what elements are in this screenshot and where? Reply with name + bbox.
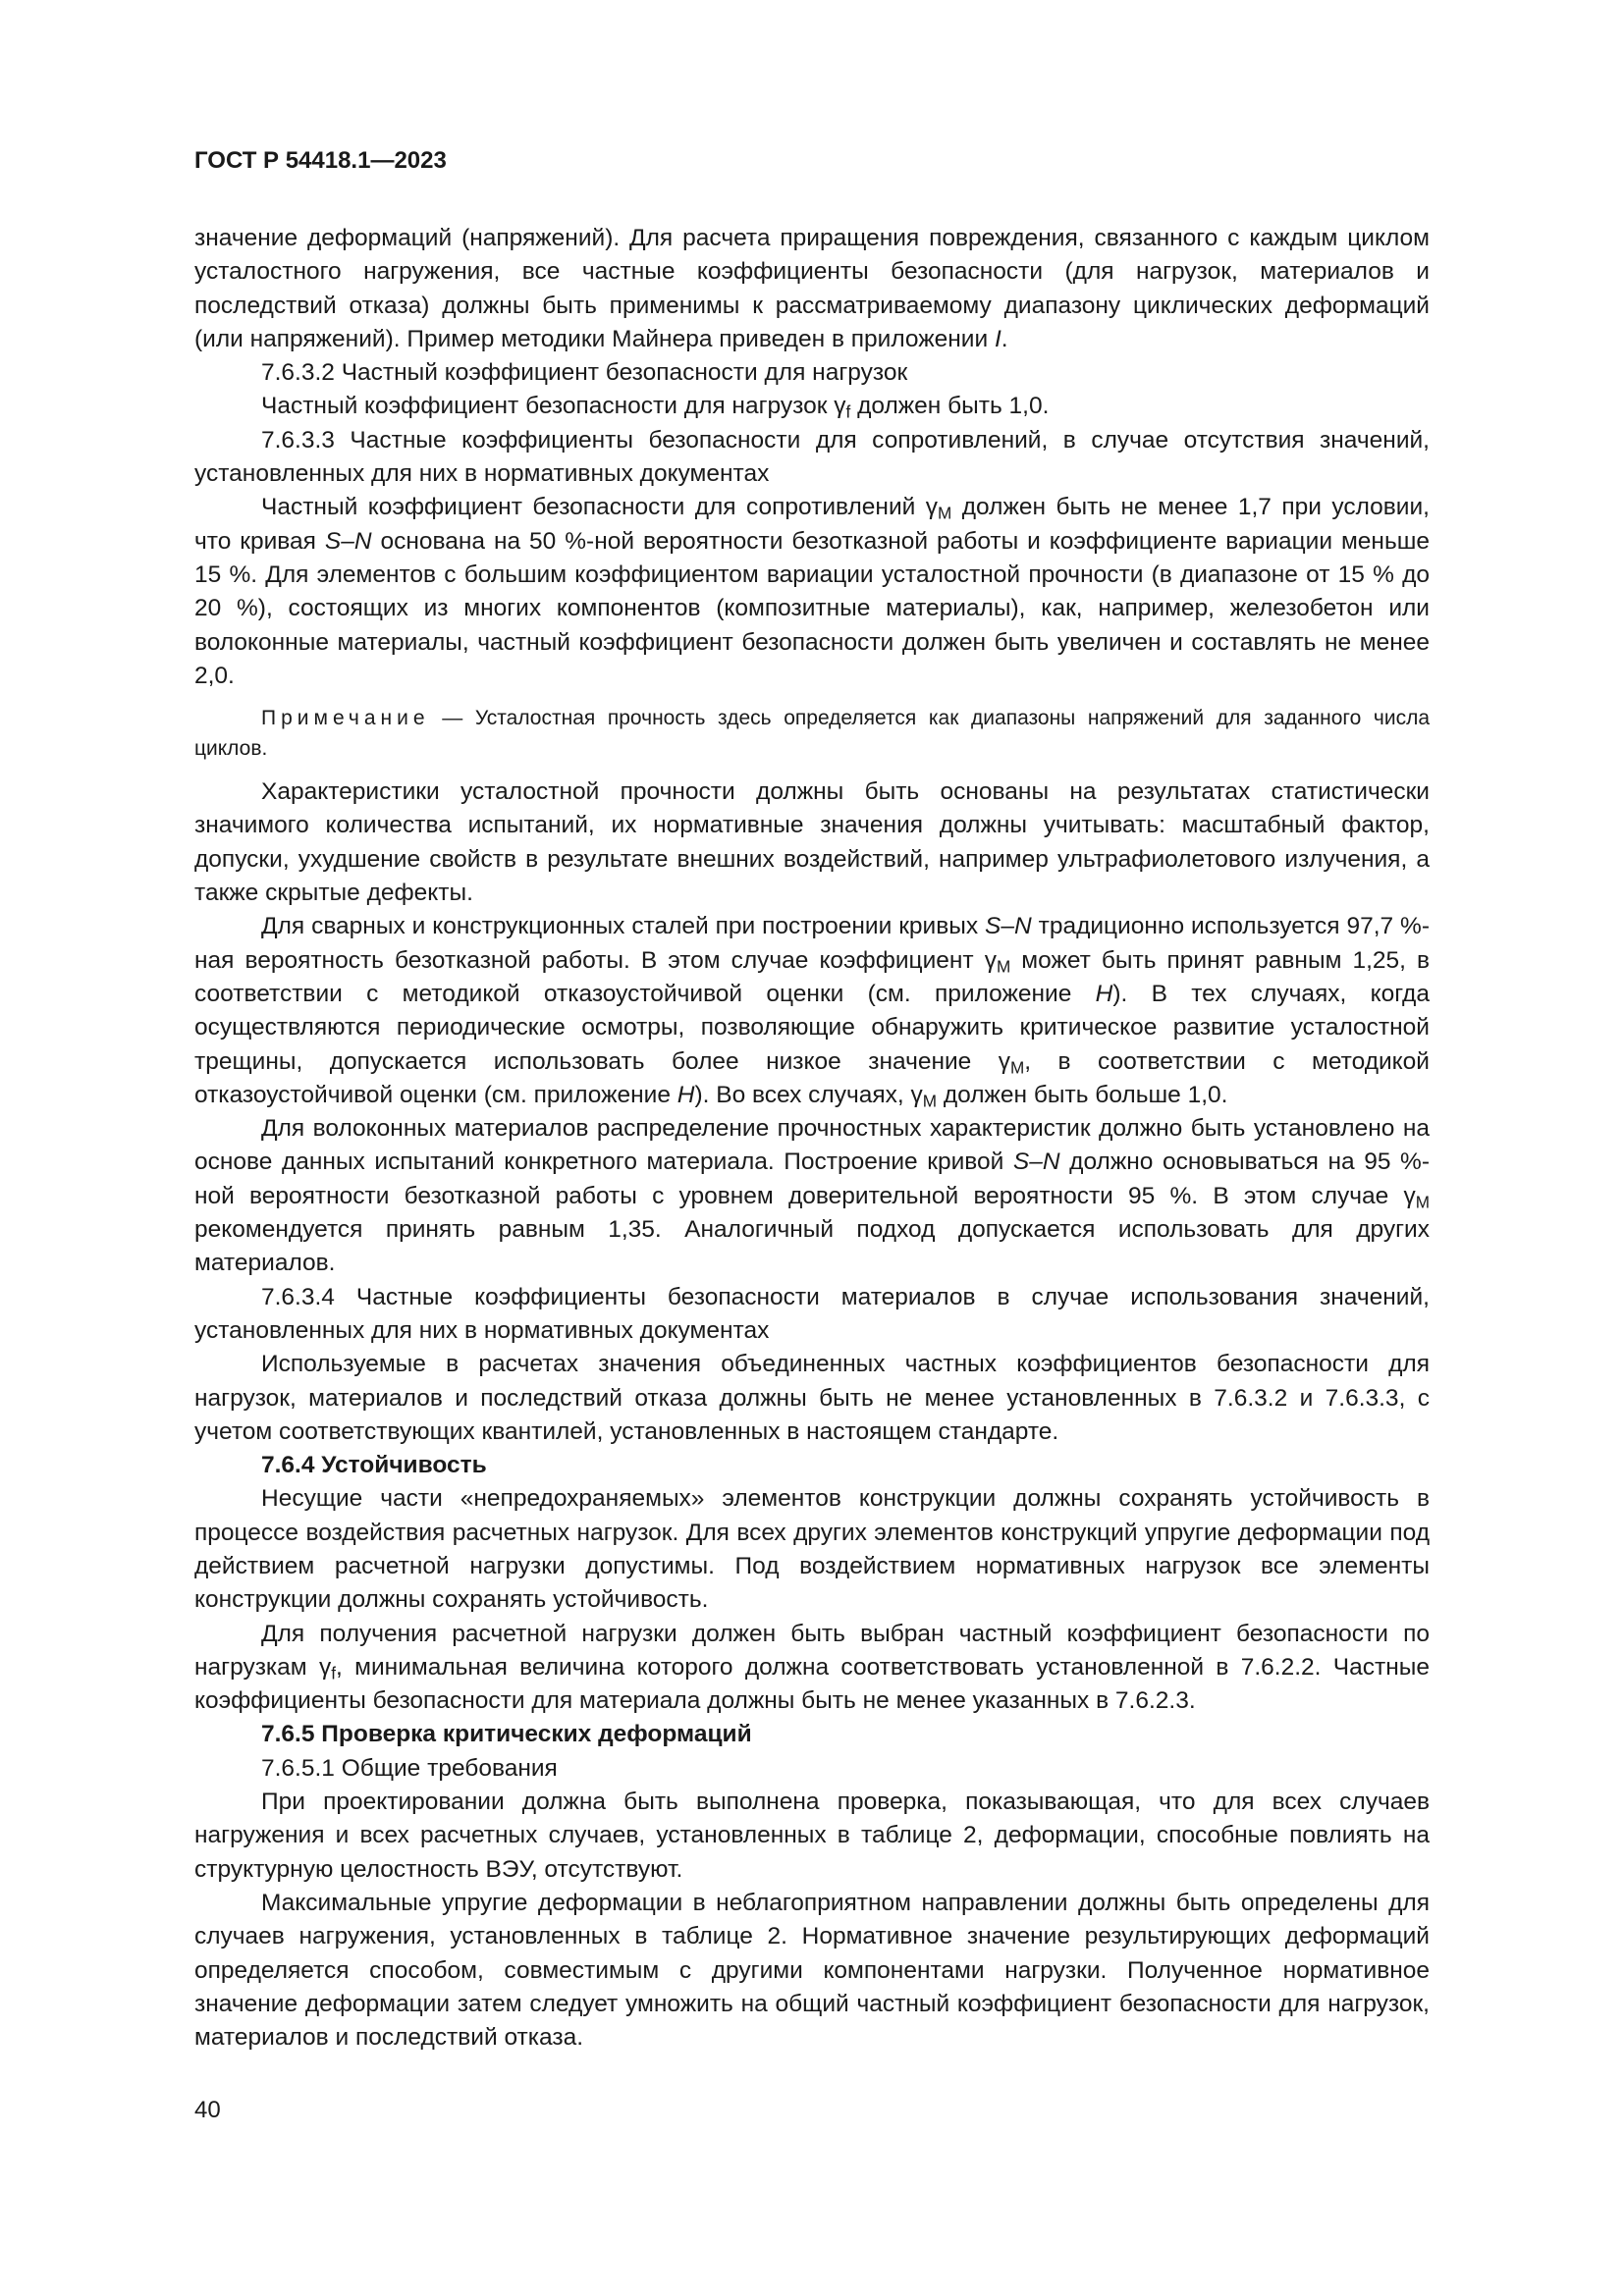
paragraph-combined-factors: Используемые в расчетах значения объединенных частных коэффициентов безопасности для нагрузок, материалов и последствий отказа должны быть не менее установленных в 7.6.3.2 и 7.6.3.3, с учетом соответствующих квантилей, установленных в настоящем стандарте.	[194, 1351, 1430, 1445]
section-7-6-3-2-text: Частный коэффициент безопасности для нагрузок $\gamma_f$ должен быть 1,0.	[261, 393, 1050, 422]
paragraph-continuation: значение деформаций (напряжений). Для расчета приращения повреждения, связанного с каждым циклом усталостного нагружения, все частные коэффициенты безопасности (для нагрузок, материалов и последствий отказа) должны быть применимы к рассматриваемому диапазону циклических деформаций (или напряжений). Пример методики Майнера приведен в приложении I.	[194, 225, 1430, 352]
paragraph-stability: Несущие части «непредохраняемых» элементов конструкции должны сохранять устойчивость в процессе воздействия расчетных нагрузок. Для всех других элементов конструкций упругие деформации под действием расчетной нагрузки допустимы. Под воздействием нормативных нагрузок все элементы конструкции должны сохранять устойчивость.	[194, 1485, 1430, 1614]
paragraph-fiber-materials: Для волоконных материалов распределение прочностных характеристик должно быть установлено на основе данных испытаний конкретного материала. Построение кривой S–N должно основываться на 95 %-ной вероятности безотказной работы с уровнем доверительной вероятности 95 %. В этом случае $\gamma_M$ рекомендуется принять равным 1,35. Аналогичный подход допускается использовать для других материалов.	[194, 1115, 1430, 1277]
note: Примечание — Усталостная прочность здесь определяется как диапазоны напряжений для заданного числа циклов.	[194, 707, 1430, 761]
section-7-6-4-heading: 7.6.4 Устойчивость	[261, 1452, 487, 1479]
section-7-6-3-2-title: 7.6.3.2 Частный коэффициент безопасности для нагрузок	[261, 359, 908, 387]
paragraph-resistance-factor: Частный коэффициент безопасности для сопротивлений $\gamma_M$ должен быть не менее 1,7 при условии, что кривая S–N основана на 50 %-ной вероятности безотказной работы и коэффициенте вариации меньше 15 %. Для элементов с большим коэффициентом вариации усталостной прочности (в диапазоне от 15 % до 20 %), состоящих из многих компонентов (композитные материалы), как, например, железобетон или волоконные материалы, частный коэффициент безопасности должен быть увеличен и составлять не менее 2,0.	[194, 494, 1430, 689]
page-number: 40	[194, 2097, 221, 2123]
paragraph-steels: Для сварных и конструкционных сталей при построении кривых S–N традиционно используется 97,7 %-ная вероятность безотказной работы. В этом случае коэффициент $\gamma_M$ может быть принят равным 1,25, в соответствии с методикой отказоустойчивой оценки (см. приложение H). В тех случаях, когда осуществляются периодические осмотры, позволяющие обнаружить критическое развитие усталостной трещины, допускается использовать более низкое значение $\gamma_M$, в соответствии с методикой отказоустойчивой оценки (см. приложение H). Во всех случаях, $\gamma_M$ должен быть больше 1,0.	[194, 913, 1430, 1111]
paragraph-design-check: При проектировании должна быть выполнена проверка, показывающая, что для всех случаев нагружения и всех расчетных случаев, установленных в таблице 2, деформации, способные повлиять на структурную целостность ВЭУ, отсутствуют.	[194, 1789, 1430, 1883]
document-body	[194, 222, 1430, 2055]
section-7-6-3-4-title: 7.6.3.4 Частные коэффициенты безопасности материалов в случае использования значений, установленных для них в нормативных документах	[194, 1283, 1430, 1344]
section-7-6-5-heading: 7.6.5 Проверка критических деформаций	[261, 1721, 752, 1748]
section-7-6-5-1-title: 7.6.5.1 Общие требования	[261, 1754, 558, 1782]
section-7-6-3-3-title: 7.6.3.3 Частные коэффициенты безопасности для сопротивлений, в случае отсутствия значений, установленных для них в нормативных документах	[194, 426, 1430, 488]
paragraph-max-deformations: Максимальные упругие деформации в неблагоприятном направлении должны быть определены для случаев нагружения, установленных в таблице 2. Нормативное значение результирующих деформаций определяется способом, совместимым с другими компонентами нагрузки. Полученное нормативное значение деформации затем следует умножить на общий частный коэффициент безопасности для нагрузок, материалов и последствий отказа.	[194, 1889, 1430, 2052]
document-header: ГОСТ Р 54418.1—2023	[194, 147, 447, 174]
paragraph-design-load: Для получения расчетной нагрузки должен быть выбран частный коэффициент безопасности по нагрузкам $\gamma_f$, минимальная величина которого должна соответствовать установленной в 7.6.2.2. Частные коэффициенты безопасности для материала должны быть не менее указанных в 7.6.2.3.	[194, 1620, 1430, 1715]
paragraph-fatigue-characteristics: Характеристики усталостной прочности должны быть основаны на результатах статистически значимого количества испытаний, их нормативные значения должны учитывать: масштабный фактор, допуски, ухудшение свойств в результате внешних воздействий, например ультрафиолетового излучения, а также скрытые дефекты.	[194, 778, 1430, 907]
note-label: Примечание	[261, 707, 430, 730]
